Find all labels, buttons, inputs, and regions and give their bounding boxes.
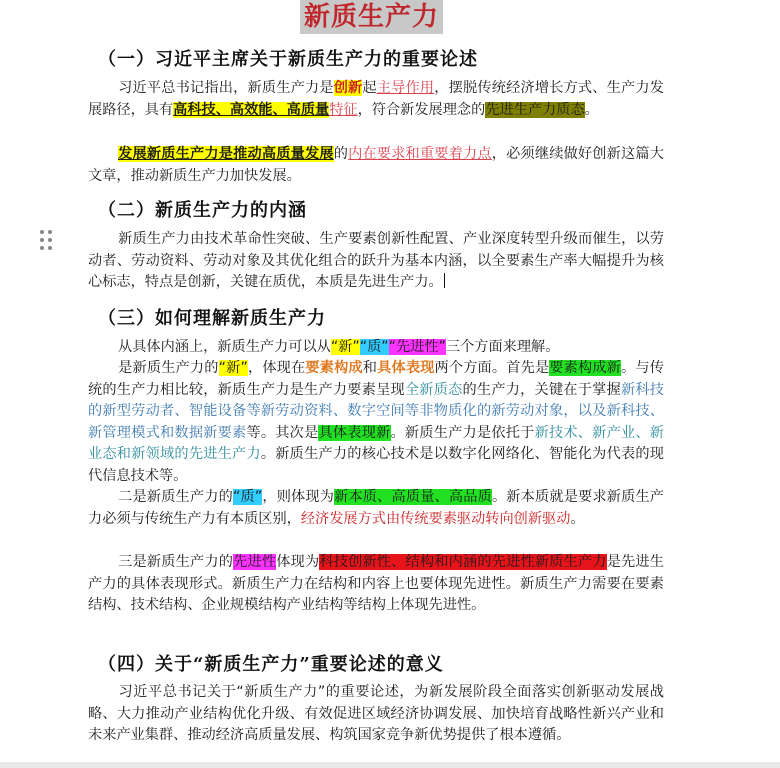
bottom-edge xyxy=(0,762,780,768)
section-2-heading: （二）新质生产力的内涵 xyxy=(98,200,307,221)
section-3-paragraph-2[interactable]: 是新质生产力的“新”，体现在要素构成和具体表现两个方面。首先是要素构成新。与传统的生产力相比较，新质生产力是生产力要素呈现全新质态的生产力，关键在于掌握新科技的新型劳动者、智能设备等新劳动资料、数字空间等非物质化的新劳动对象，以及新科技、新管理模式和数据新要素等。其次是具体表现新。新质生产力是依托于新技术、新产业、新业态和新领域的先进生产力。新质生产力的核心技术是以数字化网络化、智能化为代表的现代信息技术等。 xyxy=(88,360,664,484)
text-cursor xyxy=(444,273,445,288)
section-1-heading: （一）习近平主席关于新质生产力的重要论述 xyxy=(98,49,478,70)
section-4-heading: （四）关于“新质生产力”重要论述的意义 xyxy=(98,654,444,675)
section-3-heading: （三）如何理解新质生产力 xyxy=(98,308,326,329)
section-4-paragraph-1[interactable]: 习近平总书记关于“新质生产力”的重要论述，为新发展阶段全面落实创新驱动发展战略、大力推动产业结构优化升级、有效促进区域经济协调发展、加快培育战略性新兴产业和未来产业集群、推动经济高质量发展、构筑国家竞争新优势提供了根本遵循。 xyxy=(88,684,664,744)
document-title: 新质生产力 xyxy=(300,0,443,34)
section-1-paragraph-2[interactable]: 发展新质生产力是推动高质量发展的内在要求和重要着力点，必须继续做好创新这篇大文章，推动新质生产力加快发展。 xyxy=(88,146,664,184)
section-2-paragraph-1[interactable]: 新质生产力由技术革命性突破、生产要素创新性配置、产业深度转型升级而催生，以劳动者、劳动资料、劳动对象及其优化组合的跃升为基本内涵，以全要素生产率大幅提升为核心标志，特点是创新，关键在质优，本质是先进生产力。 xyxy=(88,231,664,291)
section-1-paragraph-1[interactable]: 习近平总书记指出，新质生产力是创新起主导作用，摆脱传统经济增长方式、生产力发展路径，具有高科技、高效能、高质量特征，符合新发展理念的先进生产力质态。 xyxy=(88,80,664,118)
section-3-paragraph-1[interactable]: 从具体内涵上，新质生产力可以从“新”“质”“先进性”三个方面来理解。 xyxy=(118,339,560,355)
drag-handle-icon[interactable] xyxy=(40,230,54,252)
section-3-paragraph-4[interactable]: 三是新质生产力的先进性体现为科技创新性、结构和内涵的先进性新质生产力是先进生产力的具体表现形式。新质生产力在结构和内容上也要体现先进性。新质生产力需要在要素结构、技术结构、企业规模结构产业结构等结构上体现先进性。 xyxy=(88,554,664,614)
section-3-paragraph-3[interactable]: 二是新质生产力的“质”，则体现为新本质、高质量、高品质。新本质就是要求新质生产力必须与传统生产力有本质区别，经济发展方式由传统要素驱动转向创新驱动。 xyxy=(88,489,664,527)
